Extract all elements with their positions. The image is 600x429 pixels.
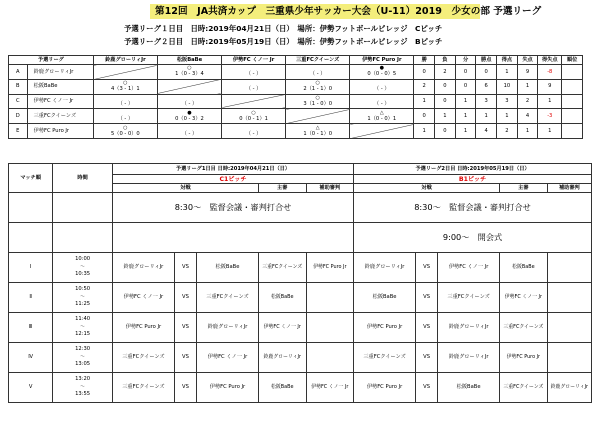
round-time-line: ～ [79, 383, 86, 390]
league-col-team-c: 伊勢FC くノ一 Jr [222, 56, 286, 65]
league-table [8, 55, 583, 139]
league-row [9, 65, 583, 80]
league-col-goals-for: 得点 [497, 56, 518, 65]
round-time [53, 373, 113, 403]
result-score: 3（1 - 0）0 [303, 100, 333, 107]
round-time [53, 343, 113, 373]
result-score: 1（0 - 0）1 [367, 115, 397, 122]
league-col-goals-against: 失点 [517, 56, 538, 65]
league-result-cell [286, 65, 350, 80]
league-col-team-a: 鈴鹿グローリィJr [93, 56, 157, 65]
league-row-code: D [9, 109, 28, 124]
result-score: 1（0 - 1）0 [303, 130, 333, 137]
match-col-order: マッチ順 [9, 164, 53, 193]
league-result-cell [286, 79, 350, 94]
league-stat-cell: 0 [414, 65, 435, 80]
result-score: （ - ） [181, 130, 198, 137]
league-stat-cell: 2 [517, 94, 538, 109]
round-number: Ⅳ [9, 343, 53, 373]
league-stat-cell: 0 [435, 79, 456, 94]
result-score: （ - ） [374, 100, 390, 107]
league-result-cell [350, 79, 414, 94]
league-col-draws: 分 [455, 56, 476, 65]
round-time [53, 253, 113, 283]
d2-away-team: 三重FCクイーンズ [438, 283, 500, 313]
result-score: 1（0 - 3）4 [175, 71, 204, 78]
d2-away-team: 松阪BaBe [438, 373, 500, 403]
page-title: 第12回 JA共済カップ 三重県少年サッカー大会（U-11）2019 少女の部 予選リーグ [155, 6, 542, 17]
result-mark: ● [187, 109, 192, 116]
result-score: 0（0 - 1）1 [239, 115, 268, 122]
day2-opening: 9:00～ 開会式 [354, 223, 592, 253]
league-col-team-b: 松阪BaBe [157, 56, 221, 65]
d1-referee: 鈴鹿グローリィJr [258, 343, 306, 373]
result-score: （ - ） [245, 71, 262, 78]
d1-away-team: 伊勢FC くノ一 Jr [197, 343, 259, 373]
d2-referee: 三重FCクイーンズ [500, 313, 548, 343]
d1-home-team: 鈴鹿グローリィJr [112, 253, 174, 283]
league-stat-cell: 3 [497, 94, 518, 109]
d2-vs: VS [416, 373, 438, 403]
league-stat-cell: 4 [476, 124, 497, 139]
match-round-row [9, 373, 592, 403]
d1-assistant: 伊勢FC Puro Jr [306, 253, 354, 283]
round-time-line: ～ [79, 293, 86, 300]
d1-home-team: 三重FCクイーンズ [112, 343, 174, 373]
league-self-cell [286, 109, 350, 124]
league-col-team-d: 三重FCクイーンズ [286, 56, 350, 65]
league-self-cell [350, 124, 414, 139]
match-col-time: 時間 [53, 164, 113, 193]
league-result-cell [222, 79, 286, 94]
meeting-row [9, 193, 592, 223]
league-row [9, 94, 583, 109]
league-col-wins: 勝 [414, 56, 435, 65]
league-stat-cell: 1 [414, 94, 435, 109]
league-result-cell [222, 124, 286, 139]
result-score: （ - ） [374, 86, 390, 93]
day2-col-assistant: 補助審判 [547, 184, 591, 193]
result-score: （ - ） [117, 115, 134, 122]
d1-assistant [306, 313, 354, 343]
league-result-cell [93, 94, 157, 109]
league-stat-cell: 1 [517, 79, 538, 94]
league-row [9, 79, 583, 94]
result-score: （ - ） [181, 100, 198, 107]
league-result-cell [222, 65, 286, 80]
day1-meeting: 8:30～ 監督会議・審判打合せ [112, 193, 353, 223]
day1-pitch: C1ピッチ [112, 175, 353, 184]
league-stat-cell [562, 65, 583, 80]
result-mark: ○ [123, 80, 128, 87]
d1-assistant [306, 343, 354, 373]
d1-home-team: 三重FCクイーンズ [112, 373, 174, 403]
result-mark: △ [379, 109, 384, 116]
d1-vs: VS [174, 343, 196, 373]
league-stat-cell: 9 [517, 65, 538, 80]
d2-assistant [547, 253, 591, 283]
d2-vs: VS [416, 283, 438, 313]
d2-home-team: 三重FCクイーンズ [354, 343, 416, 373]
result-score: 0（0 - 3）2 [175, 115, 204, 122]
league-col-goal-diff: 得失点 [538, 56, 562, 65]
d2-home-team: 鈴鹿グローリィJr [354, 253, 416, 283]
result-mark: ○ [315, 80, 320, 87]
league-result-cell [157, 65, 221, 80]
league-stat-cell: 2 [497, 124, 518, 139]
d2-vs: VS [416, 343, 438, 373]
league-row-code: C [9, 94, 28, 109]
d1-away-team: 伊勢FC Puro Jr [197, 373, 259, 403]
d1-home-team: 伊勢FC くノ一 Jr [112, 283, 174, 313]
league-stat-cell: 0 [476, 65, 497, 80]
round-time-line: ～ [79, 323, 86, 330]
league-stat-cell: 1 [538, 94, 562, 109]
result-score: （ - ） [309, 71, 326, 78]
league-stat-cell: 1 [497, 109, 518, 124]
result-score: 5（0 - 0）0 [110, 130, 140, 137]
d1-referee: 松阪BaBe [258, 283, 306, 313]
round-time-line: 11:25 [75, 301, 91, 308]
day2-col-opponents: 対戦 [354, 184, 500, 193]
league-stat-cell: 10 [497, 79, 518, 94]
league-stat-cell: 1 [435, 109, 456, 124]
league-stat-cell [562, 79, 583, 94]
d1-vs: VS [174, 283, 196, 313]
d2-vs: VS [416, 313, 438, 343]
league-stat-cell: 0 [435, 94, 456, 109]
league-stat-cell: 1 [455, 94, 476, 109]
match-round-row [9, 283, 592, 313]
league-stat-cell: 1 [455, 124, 476, 139]
league-result-cell [350, 94, 414, 109]
d1-assistant: 伊勢FC くノ一 Jr [306, 373, 354, 403]
league-self-cell [157, 79, 221, 94]
league-row-team: 三重FCクイーンズ [27, 109, 93, 124]
league-result-cell [286, 94, 350, 109]
day1-col-assistant: 補助審判 [306, 184, 354, 193]
league-result-cell [350, 109, 414, 124]
result-score: （ - ） [117, 100, 134, 107]
day2-header: 予選リーグ2日目 日時:2019年05月19日（日） [354, 164, 592, 175]
d1-away-team: 松阪BaBe [197, 253, 259, 283]
d2-assistant [547, 313, 591, 343]
league-stat-cell: 2 [435, 65, 456, 80]
round-time-line: 11:40 [75, 315, 91, 322]
league-result-cell [157, 124, 221, 139]
day1-col-referee: 主審 [258, 184, 306, 193]
d2-home-team: 松阪BaBe [354, 283, 416, 313]
d1-assistant [306, 283, 354, 313]
league-stat-cell [562, 124, 583, 139]
d2-assistant [547, 343, 591, 373]
league-row-team: 伊勢FC くノ一 Jr [27, 94, 93, 109]
league-header-row [9, 56, 583, 65]
result-mark: ○ [123, 124, 128, 131]
league-stat-cell: 9 [538, 79, 562, 94]
league-result-cell [157, 94, 221, 109]
round-time [53, 283, 113, 313]
league-col-losses: 負 [435, 56, 456, 65]
d1-vs: VS [174, 313, 196, 343]
d2-referee: 伊勢FC くノ一 Jr [500, 283, 548, 313]
league-stat-cell: 4 [517, 109, 538, 124]
league-stat-cell [562, 94, 583, 109]
match-header-row-1 [9, 164, 592, 175]
match-schedule-table [8, 163, 592, 403]
d2-away-team: 伊勢FC くノ一 Jr [438, 253, 500, 283]
result-mark: △ [315, 124, 320, 131]
d2-home-team: 伊勢FC Puro Jr [354, 373, 416, 403]
league-stat-cell: 2 [414, 79, 435, 94]
league-result-cell [93, 79, 157, 94]
league-stat-cell: 1 [455, 109, 476, 124]
result-score: 2（1 - 1）0 [303, 86, 333, 93]
round-time-line: 10:00 [75, 255, 91, 262]
league-label: 予選リーグ [9, 56, 94, 65]
result-score: （ - ） [245, 130, 262, 137]
d1-away-team: 三重FCクイーンズ [197, 283, 259, 313]
league-stat-cell: 1 [497, 65, 518, 80]
match-round-row [9, 253, 592, 283]
result-mark: ○ [315, 94, 320, 101]
opening-row [9, 223, 592, 253]
day2-col-referee: 主審 [500, 184, 548, 193]
day1-col-opponents: 対戦 [112, 184, 258, 193]
league-stat-cell: 1 [414, 124, 435, 139]
d1-referee: 三重FCクイーンズ [258, 253, 306, 283]
league-result-cell [157, 109, 221, 124]
d1-vs: VS [174, 373, 196, 403]
day2-pitch: B1ピッチ [354, 175, 592, 184]
league-stat-cell: 0 [455, 79, 476, 94]
league-col-points: 勝点 [476, 56, 497, 65]
match-round-row [9, 313, 592, 343]
round-time-line: 12:15 [75, 331, 91, 338]
league-result-cell [222, 109, 286, 124]
result-mark: ○ [187, 65, 192, 72]
league-stat-cell: -3 [538, 109, 562, 124]
league-self-cell [93, 65, 157, 80]
league-result-cell [93, 124, 157, 139]
round-time-line: 13:20 [75, 375, 91, 382]
d2-referee: 伊勢FC Puro Jr [500, 343, 548, 373]
result-score: （ - ） [245, 86, 262, 93]
d2-assistant: 鈴鹿グローリィJr [547, 373, 591, 403]
round-time-line: 12:30 [75, 345, 91, 352]
d1-vs: VS [174, 253, 196, 283]
league-stat-cell: 0 [414, 109, 435, 124]
d1-referee: 伊勢FC くノ一 Jr [258, 313, 306, 343]
d2-assistant [547, 283, 591, 313]
league-stat-cell: 6 [476, 79, 497, 94]
round-number: Ⅰ [9, 253, 53, 283]
result-score: 4（3 - 1）1 [110, 86, 140, 93]
league-stat-cell: 1 [476, 109, 497, 124]
result-mark: ○ [251, 109, 256, 116]
league-stat-cell: 0 [435, 124, 456, 139]
league-row-team: 伊勢FC Puro Jr [27, 124, 93, 139]
round-time-line: ～ [79, 263, 86, 270]
d1-home-team: 伊勢FC Puro Jr [112, 313, 174, 343]
d2-home-team: 伊勢FC Puro Jr [354, 313, 416, 343]
league-stat-cell: 3 [476, 94, 497, 109]
league-row [9, 124, 583, 139]
league-row-code: A [9, 65, 28, 80]
league-row-team: 鈴鹿グローリィJr [27, 65, 93, 80]
league-col-rank: 順位 [562, 56, 583, 65]
result-score: 0（0 - 0）5 [367, 71, 397, 78]
d2-away-team: 鈴鹿グローリィJr [438, 313, 500, 343]
round-time-line: 13:05 [75, 361, 91, 368]
league-stat-cell [562, 109, 583, 124]
round-time-line: 13:55 [75, 391, 91, 398]
round-number: Ⅲ [9, 313, 53, 343]
round-time-line: 10:50 [75, 285, 91, 292]
d2-away-team: 鈴鹿グローリィJr [438, 343, 500, 373]
match-round-row [9, 343, 592, 373]
round-time-line: ～ [79, 353, 86, 360]
schedule-day1: 予選リーグ１日目 日時:2019年04月21日（日） 場所：伊勢フットボールビレッジ Cピッチ [124, 24, 443, 33]
round-time [53, 313, 113, 343]
league-stat-cell: 1 [517, 124, 538, 139]
day1-header: 予選リーグ1日目 日時:2019年04月21日（日） [112, 164, 353, 175]
d1-away-team: 鈴鹿グローリィJr [197, 313, 259, 343]
round-time-line: 10:35 [75, 271, 91, 278]
league-stat-cell: -8 [538, 65, 562, 80]
league-stat-cell: 1 [538, 124, 562, 139]
d1-referee: 松阪BaBe [258, 373, 306, 403]
league-col-team-e: 伊勢FC Puro Jr [350, 56, 414, 65]
league-row-team: 松阪BaBe [27, 79, 93, 94]
league-result-cell [93, 109, 157, 124]
round-number: Ⅱ [9, 283, 53, 313]
league-self-cell [222, 94, 286, 109]
result-mark: ● [379, 65, 384, 72]
league-result-cell [286, 124, 350, 139]
day2-meeting: 8:30～ 監督会議・審判打合せ [354, 193, 592, 223]
league-result-cell [350, 65, 414, 80]
league-stat-cell: 0 [455, 65, 476, 80]
d2-referee: 松阪BaBe [500, 253, 548, 283]
league-row [9, 109, 583, 124]
d2-referee: 三重FCクイーンズ [500, 373, 548, 403]
league-row-code: E [9, 124, 28, 139]
round-number: Ⅴ [9, 373, 53, 403]
schedule-day2: 予選リーグ２日目 日時:2019年05月19日（日） 場所：伊勢フットボールビレッジ Bピッチ [124, 37, 443, 46]
league-row-code: B [9, 79, 28, 94]
d2-vs: VS [416, 253, 438, 283]
